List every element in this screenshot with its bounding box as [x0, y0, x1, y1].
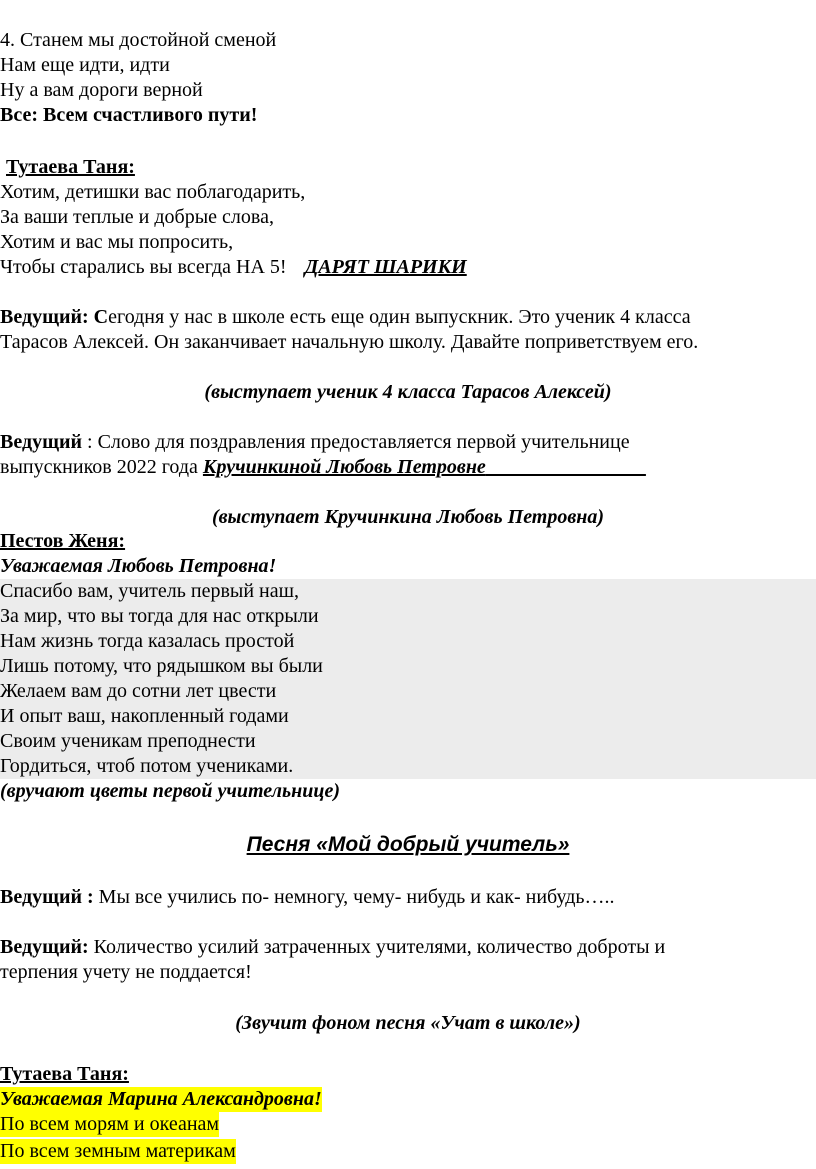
- host-paragraph: [0, 885, 615, 910]
- poem-line: По всем морям и океанам: [0, 1113, 220, 1135]
- stage-direction: (вручают цветы первой учительнице): [0, 780, 340, 802]
- stage-direction: (выступает Кручинкина Любовь Петровна): [211, 506, 605, 528]
- stage-direction: (выступает ученик 4 класса Тарасов Алексей): [204, 381, 612, 403]
- speaker-name: Тутаева Таня:: [6, 156, 135, 178]
- host-text: Мы все учились по- немногу, чему- нибудь и как- нибудь…..: [98, 886, 615, 908]
- host-paragraph: [0, 305, 691, 330]
- stanza-line: Нам еще идти, идти: [0, 54, 170, 76]
- poem-line: Хотим, детишки вас поблагодарить,: [0, 181, 306, 203]
- host-paragraph: [0, 935, 665, 960]
- host-text: Тарасов Алексей. Он заканчивает начальную школу. Давайте поприветствуем его.: [0, 331, 699, 353]
- poem-line: И опыт ваш, накопленный годами: [0, 704, 816, 729]
- stanza-line: 4. Станем мы достойной сменой: [0, 29, 277, 51]
- poem-line: Желаем вам до сотни лет цвести: [0, 679, 816, 704]
- address-line: Уважаемая Любовь Петровна!: [0, 555, 277, 577]
- poem-line-text: Чтобы старались вы всегда НА 5!: [0, 256, 287, 278]
- poem-line: По всем земным материкам: [0, 1140, 236, 1162]
- host-label: Ведущий: [0, 431, 83, 453]
- poem-line: Лишь потому, что рядышком вы были: [0, 654, 816, 679]
- address-line: Уважаемая Марина Александровна!: [0, 1088, 322, 1110]
- stanza-chorus: Все: Всем счастливого пути!: [0, 104, 258, 126]
- host-label: Ведущий:: [0, 306, 89, 328]
- speaker-name: Тутаева Таня:: [0, 1063, 129, 1085]
- poem-line: Спасибо вам, учитель первый наш,: [0, 579, 816, 604]
- host-text: Количество усилий затраченных учителями, количество доброты и: [88, 936, 666, 958]
- stage-action: ДАРЯТ ШАРИКИ: [304, 256, 467, 278]
- poem-line: За ваши теплые и добрые слова,: [0, 206, 274, 228]
- song-title: Песня «Мой добрый учитель»: [246, 833, 570, 856]
- host-label: Ведущий :: [0, 886, 99, 908]
- host-text: : Слово для поздравления предоставляется первой учительнице: [82, 431, 630, 453]
- poem-line: За мир, что вы тогда для нас открыли: [0, 604, 816, 629]
- host-text: терпения учету не поддается!: [0, 961, 252, 983]
- host-text: егодня у нас в школе есть еще один выпускник. Это ученик 4 класса: [108, 306, 691, 328]
- poem-line: Гордиться, чтоб потом учениками.: [0, 754, 816, 779]
- poem-line: Хотим и вас мы попросить,: [0, 231, 234, 253]
- stage-direction: (Звучит фоном песня «Учат в школе»): [235, 1012, 581, 1034]
- poem-line: Своим ученикам преподнести: [0, 729, 816, 754]
- host-text-cap: С: [93, 306, 109, 328]
- host-text-2: выпускников 2022 года: [0, 456, 203, 478]
- stanza-line: Ну а вам дороги верной: [0, 79, 203, 101]
- poem-line: Нам жизнь тогда казалась простой: [0, 629, 816, 654]
- teacher-name: Кручинкиной Любовь Петровне________________: [202, 456, 646, 478]
- host-text: [0, 455, 646, 480]
- host-paragraph: [0, 430, 630, 455]
- speaker-name: Пестов Женя:: [0, 530, 126, 552]
- poem-line: [0, 255, 467, 280]
- host-label: Ведущий:: [0, 936, 89, 958]
